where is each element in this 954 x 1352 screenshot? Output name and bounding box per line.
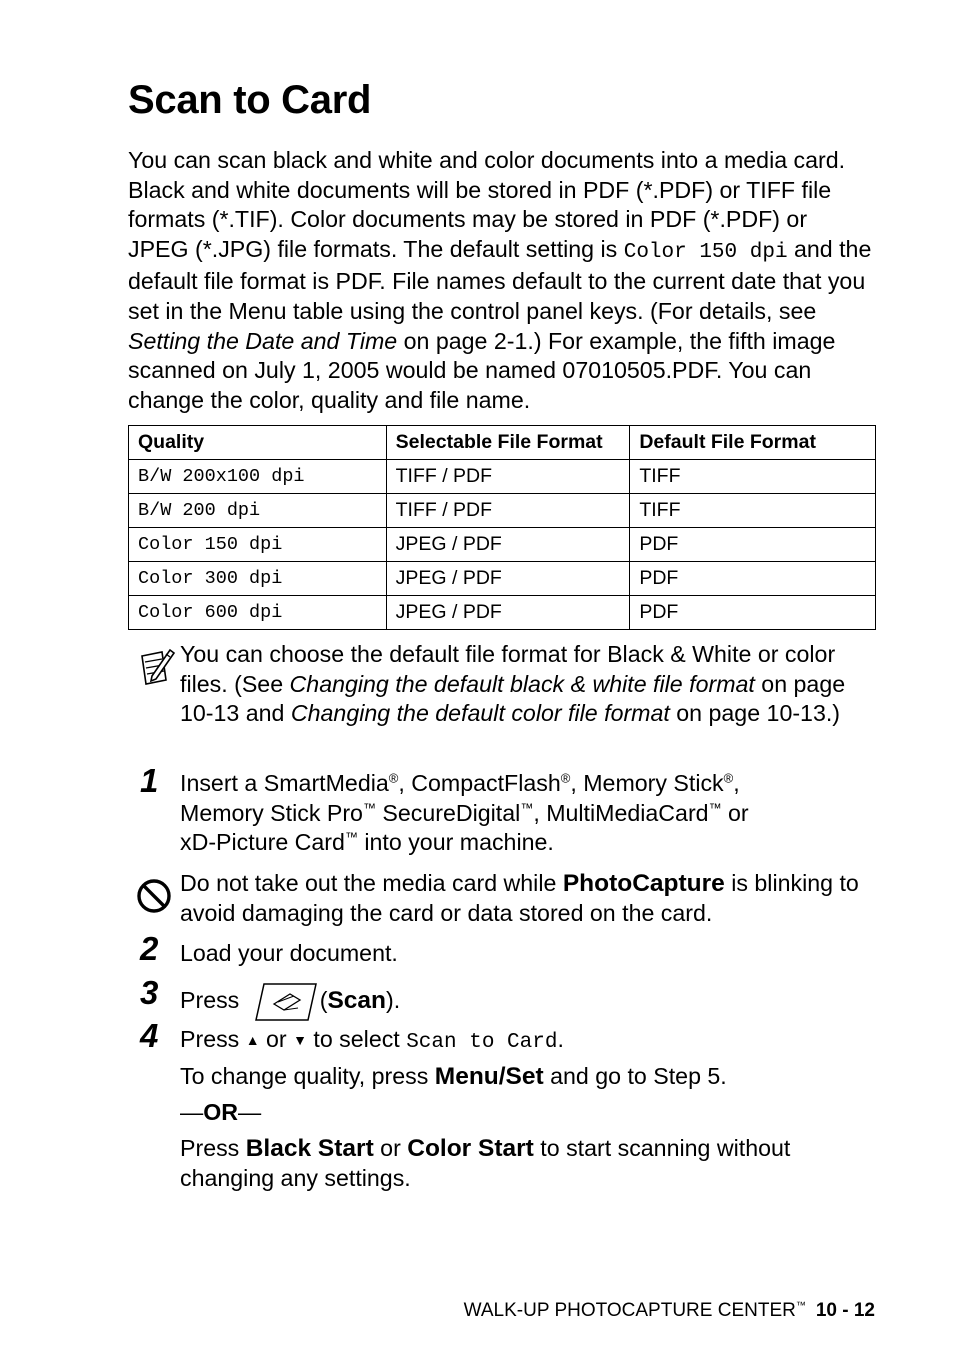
down-arrow-icon: ▼ bbox=[293, 1032, 307, 1048]
prohibited-icon bbox=[136, 878, 172, 914]
or-separator: —OR— bbox=[180, 1099, 262, 1125]
note-pencil-icon bbox=[136, 644, 176, 688]
step-number-2: 2 bbox=[140, 930, 159, 967]
step-number-3: 3 bbox=[140, 974, 159, 1011]
photocapture-key-label: PhotoCapture bbox=[562, 870, 725, 897]
scan-key-icon bbox=[254, 982, 318, 1022]
table-row: Color 300 dpi JPEG / PDF PDF bbox=[129, 562, 876, 596]
header-quality: Quality bbox=[129, 426, 387, 460]
caution-media-card: Do not take out the media card while PhotoCapture is blinking to avoid damaging the card or data stored on the card. bbox=[180, 870, 859, 926]
color-start-key-label: Color Start bbox=[407, 1135, 534, 1162]
step-1-text: Insert a SmartMedia®, CompactFlash®, Memory Stick®, Memory Stick Pro™ SecureDigital™, MultiMediaCard™ or xD-Picture Card™ into your machine. bbox=[180, 770, 749, 856]
header-default-format: Default File Format bbox=[630, 426, 876, 460]
header-selectable-format: Selectable File Format bbox=[386, 426, 630, 460]
menu-set-key-label: Menu/Set bbox=[434, 1063, 544, 1090]
table-row: Color 600 dpi JPEG / PDF PDF bbox=[129, 596, 876, 630]
up-arrow-icon: ▲ bbox=[245, 1032, 260, 1048]
step-2-text: Load your document. bbox=[180, 940, 398, 966]
table-header-row bbox=[129, 426, 876, 460]
quality-format-table bbox=[128, 425, 876, 630]
footer-page-number: 10 - 12 bbox=[815, 1300, 875, 1321]
step-4-line-1: Press ▲ or ▼ to select Scan to Card. bbox=[180, 1026, 564, 1054]
step-3-text: Press (Scan). bbox=[180, 982, 880, 1022]
table-row: B/W 200x100 dpi TIFF / PDF TIFF bbox=[129, 460, 876, 494]
intro-paragraph: You can scan black and white and color documents into a media card. Black and white documents will be stored in PDF (*.PDF) or TIFF file formats (*.TIF). Color documents may be stored in PDF (*.PDF) or JPEG (*.JPG) file formats. The default setting is Color 150 dpi and the default file format is PDF. File names default to the current date that you set in the Menu table using the control panel keys. (For details, see Setting the Date and Time on page 2-1.) For example, the fifth image scanned on July 1, 2005 would be named 07010505.PDF. You can change the color, quality and file name. bbox=[128, 147, 872, 413]
cross-reference: Setting the Date and Time bbox=[128, 327, 398, 354]
step-number-1: 1 bbox=[140, 762, 159, 799]
table-row: B/W 200 dpi TIFF / PDF TIFF bbox=[129, 494, 876, 528]
step-number-4: 4 bbox=[140, 1017, 159, 1054]
table-row: Color 150 dpi JPEG / PDF PDF bbox=[129, 528, 876, 562]
black-start-key-label: Black Start bbox=[245, 1135, 374, 1162]
step-4-line-2: To change quality, press Menu/Set and go to Step 5. bbox=[180, 1063, 727, 1090]
footer-section: WALK-UP PHOTOCAPTURE CENTER bbox=[463, 1300, 796, 1321]
scan-key-label: Scan bbox=[327, 987, 387, 1015]
step-4-line-3: Press Black Start or Color Start to start scanning without changing any settings. bbox=[180, 1135, 791, 1191]
default-setting-value: Color 150 dpi bbox=[623, 240, 788, 264]
page-footer: WALK-UP PHOTOCAPTURE CENTER™ 10 - 12 bbox=[463, 1300, 875, 1321]
menu-value-scan-to-card: Scan to Card bbox=[406, 1031, 558, 1054]
note-default-format: You can choose the default file format for Black & White or color files. (See Changing the default black & white file format on page 10-13 and Changing the default color file format on page 10-13.) bbox=[180, 641, 846, 727]
page-title: Scan to Card bbox=[128, 78, 372, 122]
